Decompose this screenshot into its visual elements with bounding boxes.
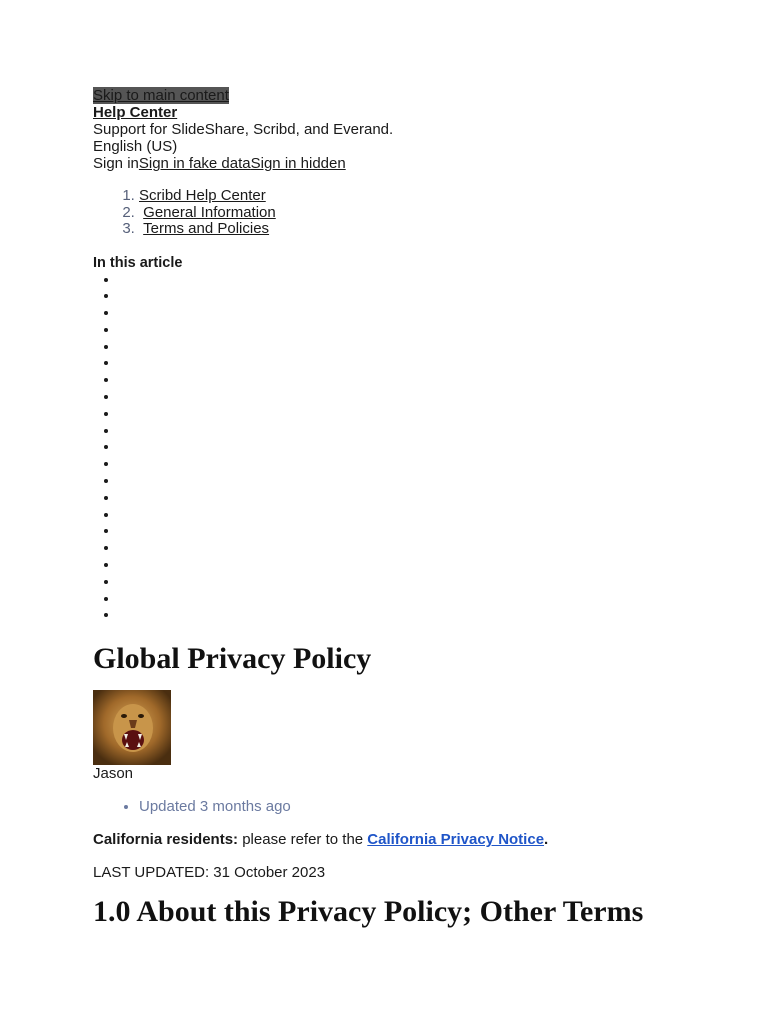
california-label: California residents: xyxy=(93,831,239,849)
toc-item[interactable] xyxy=(119,473,733,490)
skip-row xyxy=(93,87,733,104)
toc-item[interactable] xyxy=(119,607,733,624)
toc-list xyxy=(93,272,733,625)
california-text: please refer to the xyxy=(238,831,368,849)
updated-text: • Updated 3 months ago xyxy=(139,798,733,815)
sign-in-hidden-link[interactable]: Sign in hidden xyxy=(250,155,346,172)
toc-item[interactable] xyxy=(119,439,733,456)
help-center-row xyxy=(93,104,733,121)
lion-image xyxy=(93,690,171,765)
toc-item[interactable] xyxy=(119,557,733,574)
toc-item[interactable] xyxy=(119,305,733,322)
toc-item[interactable] xyxy=(119,591,733,608)
toc-item[interactable] xyxy=(119,574,733,591)
toc-item[interactable] xyxy=(119,540,733,557)
toc-item[interactable] xyxy=(119,423,733,440)
breadcrumb xyxy=(93,188,733,238)
toc-item[interactable] xyxy=(119,389,733,406)
toc-item[interactable] xyxy=(119,355,733,372)
toc-item[interactable] xyxy=(119,456,733,473)
last-updated: LAST UPDATED: 31 October 2023 xyxy=(93,864,326,882)
california-privacy-link[interactable]: California Privacy Notice xyxy=(367,831,545,849)
help-center-link[interactable]: Help Center xyxy=(93,104,178,121)
toc-item[interactable] xyxy=(119,322,733,339)
article-meta xyxy=(93,798,733,815)
author-avatar xyxy=(93,690,171,765)
toc-item[interactable] xyxy=(119,372,733,389)
author-name: Jason xyxy=(93,765,134,783)
toc-item[interactable] xyxy=(119,272,733,289)
sign-in-fake-link[interactable]: Sign in fake data xyxy=(138,155,251,172)
sign-in-row xyxy=(93,155,733,172)
california-notice xyxy=(93,831,733,848)
breadcrumb-link-help-center[interactable]: Scribd Help Center xyxy=(139,187,266,204)
page-title: Global Privacy Policy xyxy=(93,642,372,676)
support-text: Support for SlideShare, Scribd, and Everand. xyxy=(93,121,394,138)
toc-title: In this article xyxy=(93,254,183,271)
toc-item[interactable] xyxy=(119,523,733,540)
california-end: . xyxy=(544,831,549,849)
section-heading: 1.0 About this Privacy Policy; Other Terms xyxy=(93,895,644,929)
skip-to-main-link[interactable]: Skip to main content xyxy=(93,87,229,104)
toc-item[interactable] xyxy=(119,288,733,305)
language-selector[interactable]: English (US) xyxy=(93,138,178,155)
toc-item[interactable] xyxy=(119,507,733,524)
breadcrumb-link-terms-and-policies[interactable]: Terms and Policies xyxy=(143,220,270,237)
page-content xyxy=(93,87,733,929)
toc-item[interactable] xyxy=(119,406,733,423)
breadcrumb-item xyxy=(139,205,733,222)
breadcrumb-item xyxy=(139,221,733,238)
toc-item[interactable] xyxy=(119,339,733,356)
breadcrumb-link-general-information[interactable]: General Information xyxy=(143,203,276,221)
toc-item[interactable] xyxy=(119,490,733,507)
breadcrumb-item xyxy=(139,188,733,205)
sign-in-text[interactable]: Sign in xyxy=(93,155,139,172)
